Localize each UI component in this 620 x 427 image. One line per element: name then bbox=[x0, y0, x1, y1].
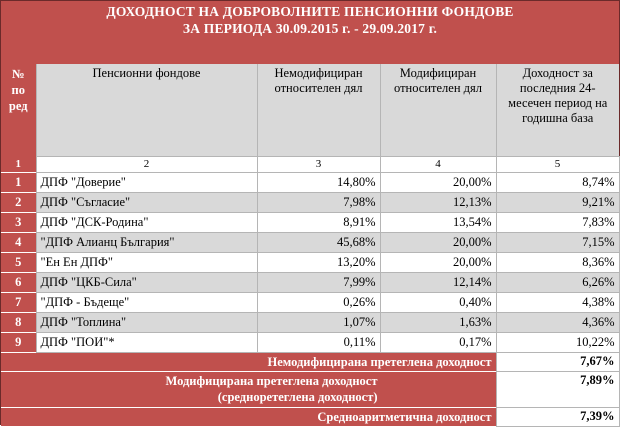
row-number: 3 bbox=[1, 212, 36, 232]
summary-row-average bbox=[1, 407, 619, 426]
mod-share: 20,00% bbox=[380, 252, 496, 272]
unmod-share: 8,91% bbox=[257, 212, 380, 232]
row-number: 8 bbox=[1, 312, 36, 332]
fund-name: ДПФ "ЦКБ-Сила" bbox=[36, 272, 257, 292]
table-row bbox=[1, 232, 619, 252]
header-yield: Доходност за последния 24-месечен период на годишна база bbox=[496, 64, 619, 156]
unmod-share: 13,20% bbox=[257, 252, 380, 272]
unmod-share: 0,26% bbox=[257, 292, 380, 312]
row-number: 5 bbox=[1, 252, 36, 272]
fund-name: ДПФ "Съгласие" bbox=[36, 192, 257, 212]
header-mod: Модифициран относителен дял bbox=[380, 64, 496, 156]
table-row bbox=[1, 252, 619, 272]
unmod-share: 7,99% bbox=[257, 272, 380, 292]
page-title bbox=[1, 3, 619, 37]
unmodified-weighted-yield-label: Немодифицирана претеглена доходност bbox=[1, 352, 496, 371]
colnum-1: 1 bbox=[1, 156, 36, 172]
colnum-5: 5 bbox=[496, 156, 619, 172]
mod-share: 0,17% bbox=[380, 332, 496, 352]
yield-table bbox=[1, 64, 620, 427]
yield-value: 9,21% bbox=[496, 192, 619, 212]
unmod-share: 45,68% bbox=[257, 232, 380, 252]
fund-name: "ДПФ - Бъдеще" bbox=[36, 292, 257, 312]
yield-value: 8,74% bbox=[496, 172, 619, 192]
unmod-share: 0,11% bbox=[257, 332, 380, 352]
table-row bbox=[1, 272, 619, 292]
mod-share: 20,00% bbox=[380, 172, 496, 192]
summary-row-unmodified bbox=[1, 352, 619, 371]
unmodified-weighted-yield-value: 7,67% bbox=[496, 352, 619, 371]
fund-name: ДПФ "ПОИ"* bbox=[36, 332, 257, 352]
mod-share: 12,14% bbox=[380, 272, 496, 292]
yield-value: 8,36% bbox=[496, 252, 619, 272]
mod-share: 13,54% bbox=[380, 212, 496, 232]
fund-name: "ДПФ Алианц България" bbox=[36, 232, 257, 252]
arithmetic-average-yield-value: 7,39% bbox=[496, 407, 619, 426]
yield-value: 4,36% bbox=[496, 312, 619, 332]
row-number: 1 bbox=[1, 172, 36, 192]
colnum-4: 4 bbox=[380, 156, 496, 172]
row-number: 9 bbox=[1, 332, 36, 352]
modified-weighted-yield-value: 7,89% bbox=[496, 371, 619, 407]
mod-share: 12,13% bbox=[380, 192, 496, 212]
fund-name: ДПФ "ДСК-Родина" bbox=[36, 212, 257, 232]
mod-share: 0,40% bbox=[380, 292, 496, 312]
summary-row-modified bbox=[1, 371, 619, 407]
yield-value: 10,22% bbox=[496, 332, 619, 352]
yield-value: 4,38% bbox=[496, 292, 619, 312]
table-row bbox=[1, 212, 619, 232]
header-row bbox=[1, 64, 619, 156]
row-number: 2 bbox=[1, 192, 36, 212]
mod-share: 20,00% bbox=[380, 232, 496, 252]
table-row bbox=[1, 312, 619, 332]
header-unmod: Немодифициран относителен дял bbox=[257, 64, 380, 156]
table-row bbox=[1, 292, 619, 312]
row-number: 4 bbox=[1, 232, 36, 252]
unmod-share: 7,98% bbox=[257, 192, 380, 212]
row-number: 6 bbox=[1, 272, 36, 292]
yield-value: 7,15% bbox=[496, 232, 619, 252]
modified-weighted-yield-label: Модифицирана претеглена доходност (средноретеглена доходност) bbox=[1, 371, 496, 407]
header-fund: Пенсионни фондове bbox=[36, 64, 257, 156]
table-row bbox=[1, 192, 619, 212]
header-no: № по ред bbox=[1, 64, 36, 156]
yield-value: 6,26% bbox=[496, 272, 619, 292]
title-line-1: ДОХОДНОСТ НА ДОБРОВОЛНИТЕ ПЕНСИОННИ ФОНДОВЕ bbox=[106, 4, 514, 19]
table-row bbox=[1, 172, 619, 192]
fund-name: ДПФ "Топлина" bbox=[36, 312, 257, 332]
unmod-share: 1,07% bbox=[257, 312, 380, 332]
yield-value: 7,83% bbox=[496, 212, 619, 232]
row-number: 7 bbox=[1, 292, 36, 312]
unmod-share: 14,80% bbox=[257, 172, 380, 192]
title-line-2: ЗА ПЕРИОДА 30.09.2015 г. - 29.09.2017 г. bbox=[182, 21, 438, 36]
column-number-row bbox=[1, 156, 619, 172]
colnum-2: 2 bbox=[36, 156, 257, 172]
arithmetic-average-yield-label: Средноаритметична доходност bbox=[1, 407, 496, 426]
fund-name: ДПФ "Доверие" bbox=[36, 172, 257, 192]
fund-name: "Ен Ен ДПФ" bbox=[36, 252, 257, 272]
colnum-3: 3 bbox=[257, 156, 380, 172]
table-row bbox=[1, 332, 619, 352]
mod-share: 1,63% bbox=[380, 312, 496, 332]
